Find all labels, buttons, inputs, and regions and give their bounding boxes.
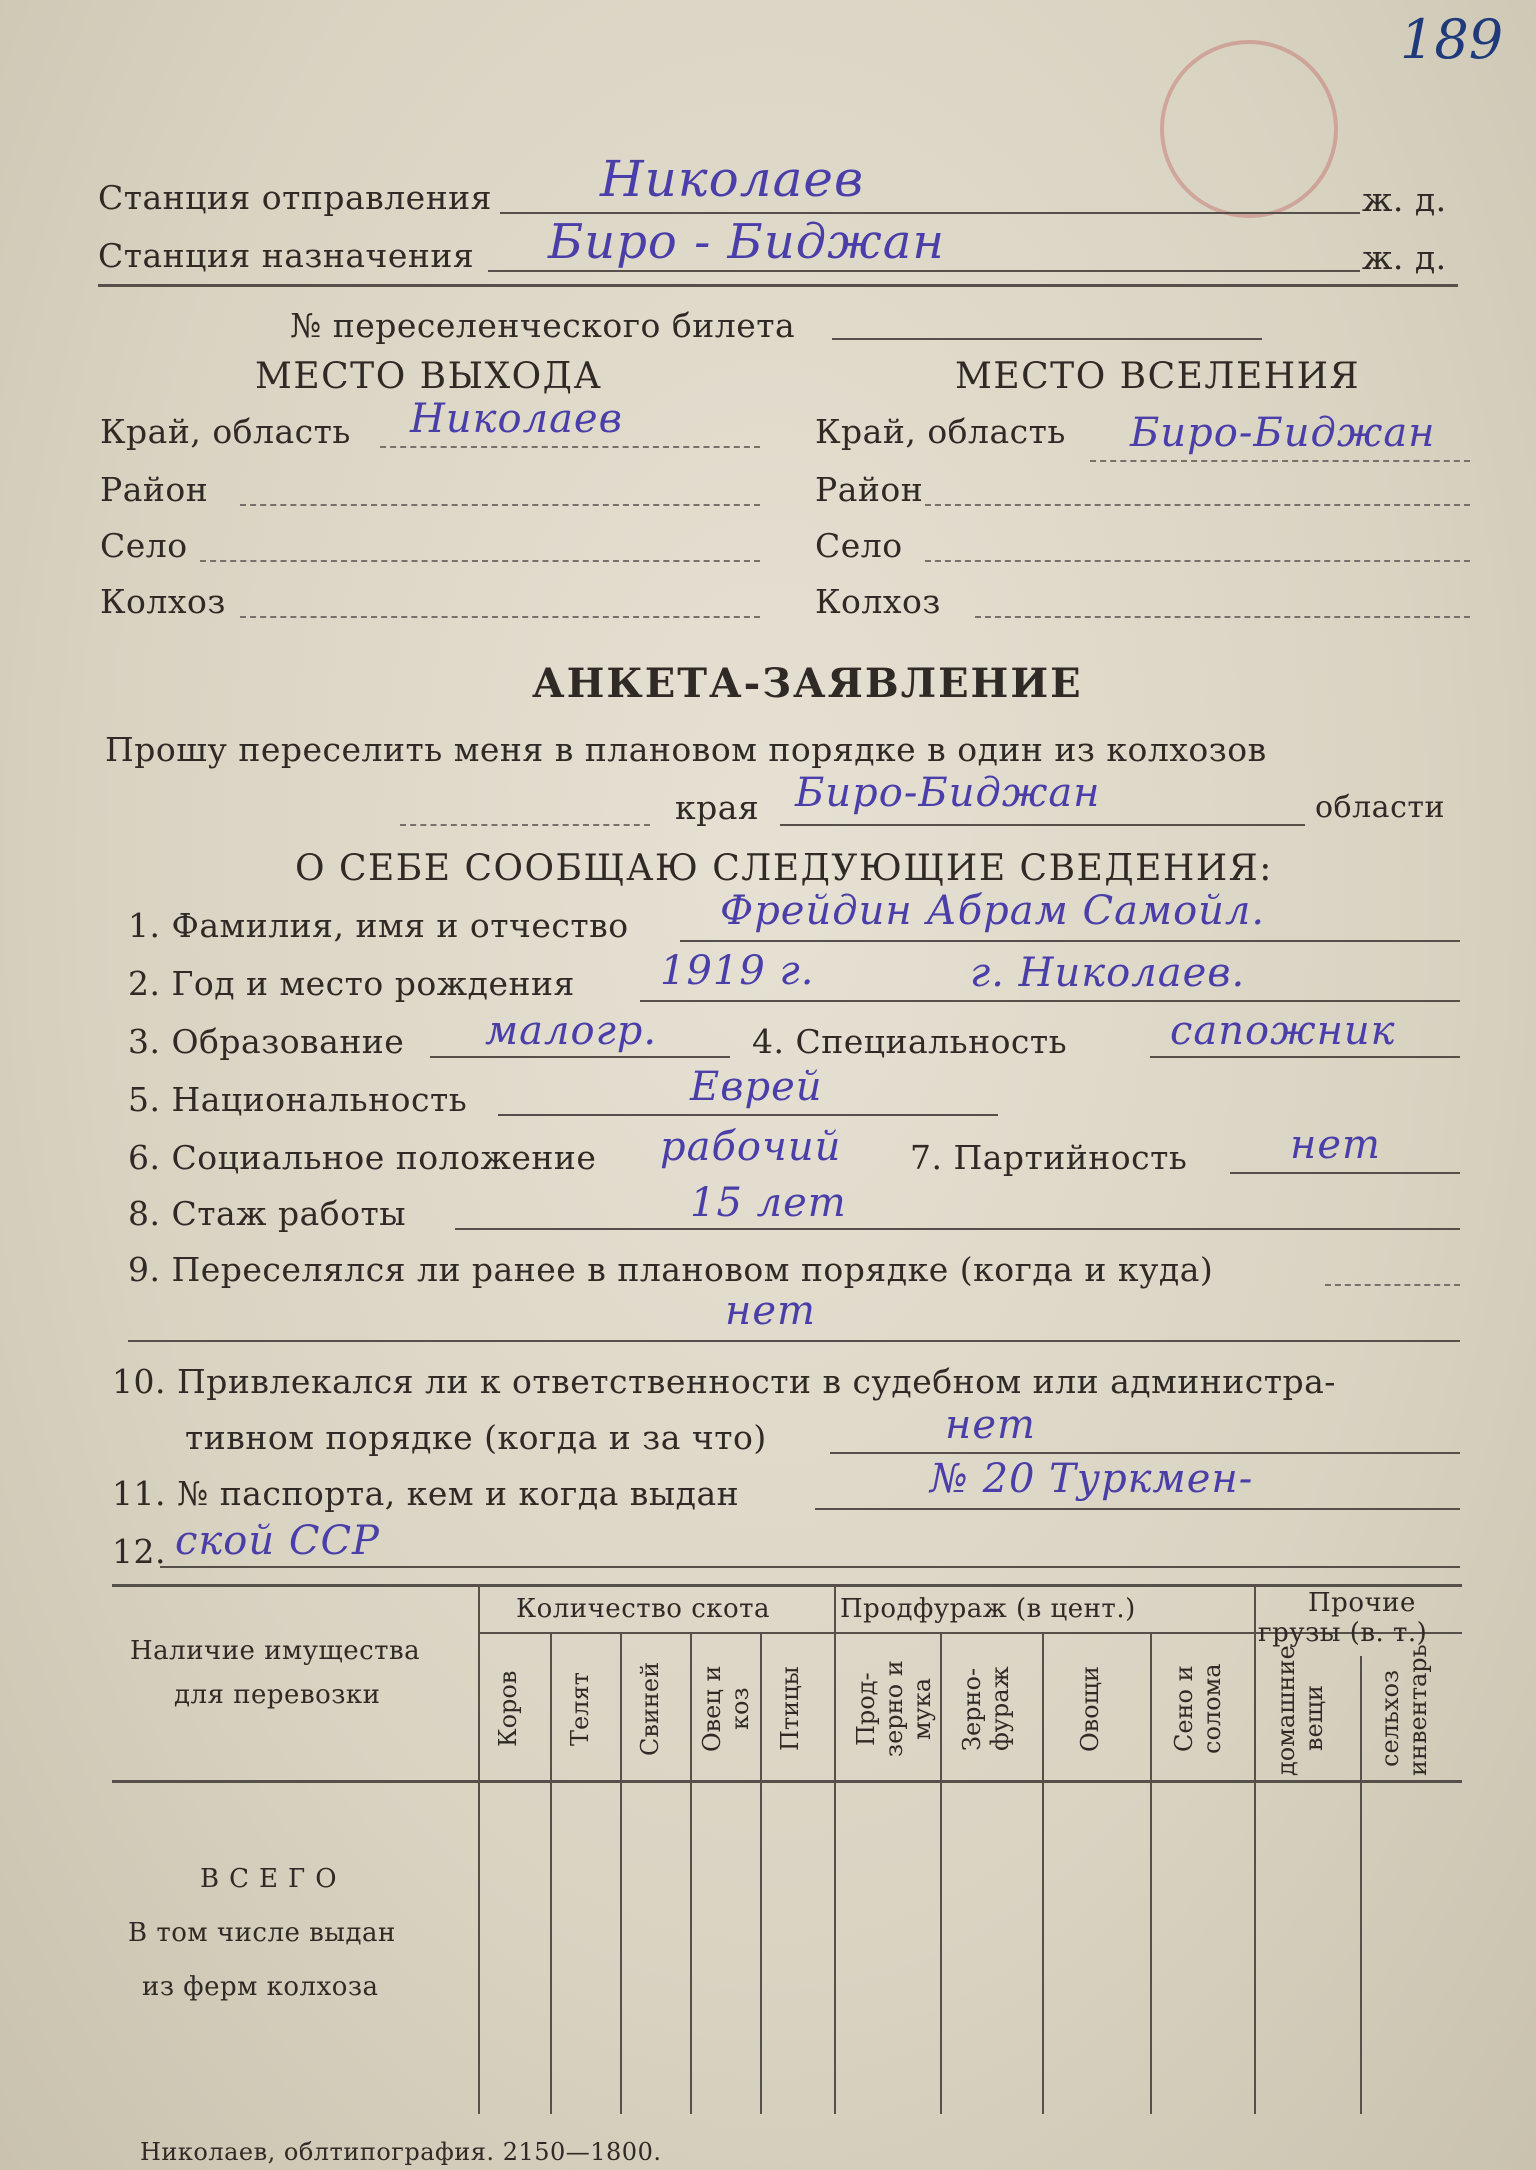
q10-label-line2: тивном порядке (когда и за что) (185, 1418, 767, 1457)
settle-village-label: Село (815, 526, 903, 565)
q7-line (1230, 1172, 1460, 1174)
group-other-line2: грузы (в. т.) (1258, 1618, 1428, 1648)
settle-village-line (925, 560, 1470, 562)
request-kray: края (675, 788, 760, 827)
q9-label: 9. Переселялся ли ранее в плановом порядке (когда и куда) (128, 1250, 1214, 1289)
settle-district-line (925, 504, 1470, 506)
request-oblast: области (1315, 790, 1445, 825)
group-other-line1: Прочие (1308, 1588, 1416, 1618)
col-divider (940, 1632, 942, 2114)
q12-label: 12. (112, 1532, 166, 1571)
q5-line (498, 1114, 998, 1116)
q1-label: 1. Фамилия, имя и отчество (128, 906, 629, 945)
page-number: 189 (1400, 8, 1504, 71)
request-line-1: Прошу переселить меня в плановом порядке в один из колхозов (105, 730, 1267, 769)
q5-label: 5. Национальность (128, 1080, 468, 1119)
exit-region-value: Николаев (410, 396, 623, 442)
destination-line (488, 270, 1360, 272)
departure-label: Станция отправления (98, 178, 492, 217)
q10-value: нет (945, 1402, 1036, 1448)
q3-label: 3. Образование (128, 1022, 405, 1061)
q11-line (815, 1508, 1460, 1510)
q10-line (830, 1452, 1460, 1454)
header-divider (98, 284, 1458, 287)
exit-kolkhoz-label: Колхоз (100, 582, 226, 621)
col-divider (1150, 1632, 1152, 2114)
total-label: ВСЕГО (200, 1864, 347, 1894)
q8-label: 8. Стаж работы (128, 1194, 407, 1233)
settle-region-line (1090, 460, 1470, 462)
col-divider (1254, 1584, 1256, 2114)
settle-place-heading: МЕСТО ВСЕЛЕНИЯ (955, 356, 1361, 397)
q4-value: сапожник (1170, 1008, 1396, 1054)
exit-district-line (240, 504, 760, 506)
departure-value: Николаев (600, 150, 865, 208)
exit-village-label: Село (100, 526, 188, 565)
col-divider (834, 1584, 836, 2114)
destination-suffix: ж. д. (1362, 238, 1447, 277)
col-header-sheep-goats: Овец и коз (698, 1665, 754, 1753)
request-kray-line (400, 824, 650, 826)
col-header-food-grain: Прод-зерно и мука (852, 1660, 936, 1758)
settle-kolkhoz-label: Колхоз (815, 582, 941, 621)
col-header-fodder-grain: Зерно-фураж (958, 1666, 1014, 1752)
q7-value: нет (1290, 1122, 1381, 1168)
col-divider (760, 1632, 762, 2114)
col-divider (1042, 1632, 1044, 2114)
q9-line-2 (128, 1340, 1460, 1342)
table-header-bottom (112, 1780, 1462, 1783)
q5-value: Еврей (690, 1064, 823, 1110)
col-header-vegetables: Овощи (1076, 1666, 1104, 1752)
q7-label: 7. Партийность (910, 1138, 1188, 1177)
settle-district-label: Район (815, 470, 924, 509)
q1-line (680, 940, 1460, 942)
ticket-line (832, 338, 1262, 340)
table-top-line (112, 1584, 1462, 1587)
col-header-farm-tools: сельхоз инвентарь (1376, 1644, 1432, 1776)
col-header-hay: Сено и солома (1170, 1663, 1226, 1755)
col-header-pigs: Свиней (636, 1661, 664, 1757)
col-divider (620, 1632, 622, 2114)
q8-line (455, 1228, 1460, 1230)
q6-value: рабочий (660, 1124, 842, 1170)
settle-region-value: Биро-Биджан (1130, 410, 1436, 456)
q12-value: ской ССР (175, 1518, 380, 1564)
q10-label-line1: 10. Привлекался ли к ответственности в судебном или администра- (112, 1362, 1336, 1401)
group-fodder: Продфураж (в цент.) (840, 1594, 1136, 1624)
col-header-household: домашние вещи (1272, 1645, 1328, 1776)
q3-line (430, 1056, 730, 1058)
settle-region-label: Край, область (815, 412, 1066, 451)
q11-label: 11. № паспорта, кем и когда выдан (112, 1474, 740, 1513)
issued-line2: из ферм колхоза (142, 1972, 379, 2002)
exit-village-line (200, 560, 760, 562)
col-header-cows: Коров (494, 1670, 522, 1748)
property-table (112, 1584, 1462, 2114)
ticket-label: № переселенческого билета (290, 306, 796, 345)
settle-kolkhoz-line (975, 616, 1470, 618)
group-livestock: Количество скота (516, 1594, 771, 1624)
form-title: АНКЕТА-ЗАЯВЛЕНИЕ (532, 660, 1083, 707)
request-value: Биро-Биджан (795, 770, 1101, 816)
q1-value: Фрейдин Абрам Самойл. (720, 888, 1266, 934)
issued-line1: В том числе выдан (128, 1918, 396, 1948)
q12-line (160, 1566, 1460, 1568)
exit-region-line (380, 446, 760, 448)
q2-value-year: 1919 г. (660, 948, 815, 994)
faded-stamp (1160, 40, 1338, 218)
exit-place-heading: МЕСТО ВЫХОДА (255, 356, 603, 397)
q8-value: 15 лет (690, 1180, 847, 1226)
row-header-line2: для перевозки (174, 1680, 381, 1710)
q4-label: 4. Специальность (752, 1022, 1068, 1061)
exit-district-label: Район (100, 470, 209, 509)
col-header-calves: Телят (566, 1672, 594, 1746)
q2-line (640, 1000, 1460, 1002)
q2-label: 2. Год и место рождения (128, 964, 575, 1003)
q6-label: 6. Социальное положение (128, 1138, 597, 1177)
destination-label: Станция назначения (98, 236, 475, 275)
request-value-line (780, 824, 1305, 826)
q4-line (1150, 1056, 1460, 1058)
col-divider (690, 1632, 692, 2114)
col-divider (1360, 1656, 1362, 2114)
exit-region-label: Край, область (100, 412, 351, 451)
q11-value: № 20 Туркмен- (930, 1456, 1254, 1502)
footer-imprint: Николаев, облтипография. 2150—1800. (140, 2138, 662, 2166)
row-header-line1: Наличие имущества (130, 1636, 421, 1666)
col-header-poultry: Птицы (776, 1666, 804, 1752)
q2-value-place: г. Николаев. (970, 950, 1246, 996)
departure-suffix: ж. д. (1362, 180, 1447, 219)
col-divider (550, 1632, 552, 2114)
q9-value: нет (725, 1288, 816, 1334)
q9-line-1 (1325, 1284, 1460, 1286)
about-heading: О СЕБЕ СООБЩАЮ СЛЕДУЮЩИЕ СВЕДЕНИЯ: (295, 848, 1273, 889)
destination-value: Биро - Биджан (548, 214, 945, 270)
q3-value: малогр. (485, 1008, 658, 1054)
exit-kolkhoz-line (240, 616, 760, 618)
col-divider (478, 1584, 480, 2114)
